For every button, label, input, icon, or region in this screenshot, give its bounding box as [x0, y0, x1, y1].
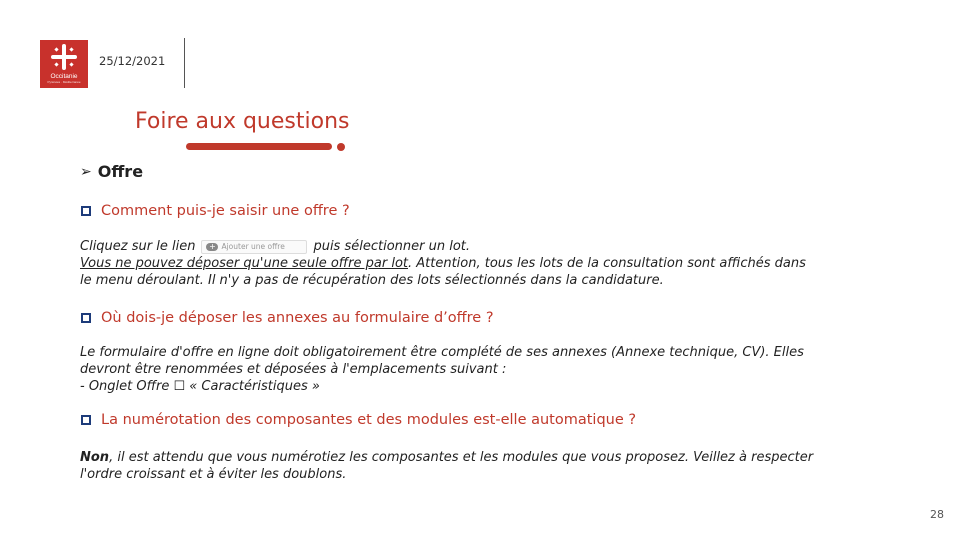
faq-answer-2	[80, 344, 880, 395]
checkbox-bullet-icon	[81, 313, 91, 323]
faq-question-text: La numérotation des composantes et des modules est-elle automatique ?	[101, 412, 637, 428]
checkbox-bullet-icon	[81, 206, 91, 216]
answer-line	[80, 255, 880, 272]
faq-question-text: Comment puis-je saisir une offre ?	[101, 203, 350, 219]
answer-bold-text: Non	[80, 450, 110, 465]
answer-line: devront être renommées et déposées à l'emplacements suivant :	[80, 362, 507, 377]
answer-line: Le formulaire d'offre en ligne doit obligatoirement être complété de ses annexes (Annexe technique, CV). Elles	[80, 345, 804, 360]
add-offer-button-image	[201, 240, 307, 254]
answer-underlined-text: Vous ne pouvez déposer qu'une seule offre par lot	[80, 256, 408, 271]
page-number: 28	[930, 508, 944, 521]
title-underline-dot	[337, 143, 345, 151]
answer-line: l'ordre croissant et à éviter les doublons.	[80, 467, 347, 482]
answer-line	[80, 449, 880, 466]
section-title: Offre	[97, 162, 144, 181]
answer-text: . Attention, tous les lots de la consultation sont affichés dans	[408, 256, 806, 271]
header-divider	[184, 38, 185, 88]
logo-text: Occitanie	[50, 73, 78, 80]
faq-answer-3	[80, 449, 880, 483]
page-title: Foire aux questions	[135, 109, 350, 134]
answer-text: Cliquez sur le lien	[80, 239, 196, 254]
arrow-bullet-icon: ➢	[80, 163, 92, 180]
region-logo	[40, 40, 88, 88]
faq-question-3	[81, 412, 636, 428]
section-heading	[80, 162, 143, 181]
faq-question-1	[81, 203, 350, 219]
answer-line: le menu déroulant. Il n'y a pas de récupération des lots sélectionnés dans la candidature.	[80, 273, 664, 288]
answer-line	[80, 238, 880, 255]
faq-question-2	[81, 310, 494, 326]
occitan-cross-icon	[50, 44, 78, 70]
header-date: 25/12/2021	[99, 54, 166, 68]
answer-text: , il est attendu que vous numérotiez les composantes et les modules que vous proposez. Veillez à respecter	[109, 450, 814, 465]
plus-icon: +	[206, 243, 218, 251]
answer-line: - Onglet Offre ☐ « Caractéristiques »	[80, 379, 320, 394]
title-underline-bar	[186, 143, 332, 150]
faq-answer-1	[80, 238, 880, 289]
answer-text: puis sélectionner un lot.	[313, 239, 471, 254]
checkbox-bullet-icon	[81, 415, 91, 425]
logo-subtext: Pyrénées · Méditerranée	[47, 80, 81, 84]
faq-question-text: Où dois-je déposer les annexes au formulaire d’offre ?	[101, 310, 494, 326]
add-offer-button-label: Ajouter une offre	[221, 242, 285, 251]
